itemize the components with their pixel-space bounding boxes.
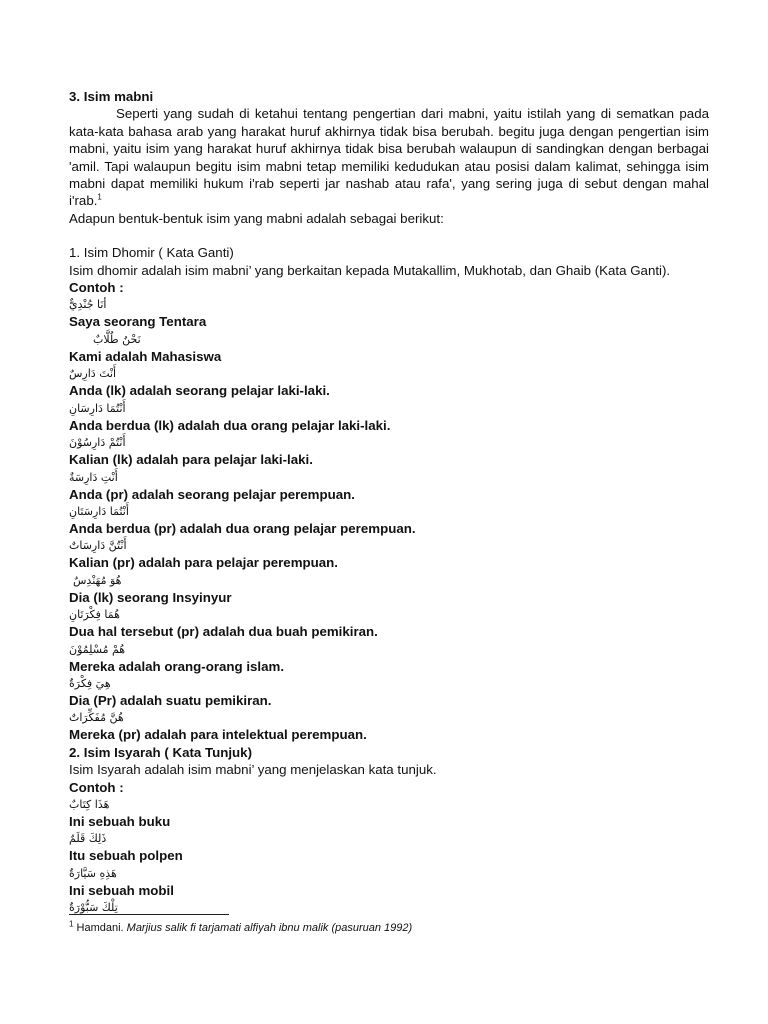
footnote-author: Hamdani.: [73, 922, 127, 934]
arabic-example: نَحْنُ طُلَّابٌ: [93, 332, 141, 346]
contoh-label: Contoh :: [69, 779, 124, 795]
example-translation: Anda berdua (pr) adalah dua orang pelajar perempuan.: [69, 520, 416, 536]
blank-line: [69, 227, 709, 244]
arabic-example: هُوَ مُهَنْدِسٌ: [73, 573, 122, 587]
arabic-example: أَنْتُمَا دَارِسَتَانِ: [69, 504, 129, 518]
example-translation: Ini sebuah buku: [69, 813, 171, 829]
example-translation: Kalian (lk) adalah para pelajar laki-laki.: [69, 452, 313, 468]
subsection-title: 1. Isim Dhomir ( Kata Ganti): [69, 245, 234, 261]
footnote-reference: 1: [97, 193, 102, 203]
subsection-description: Isim Isyarah adalah isim mabni’ yang menjelaskan kata tunjuk.: [69, 762, 437, 778]
example-translation: Kami adalah Mahasiswa: [69, 348, 222, 364]
example-translation: Anda (lk) adalah seorang pelajar laki-laki.: [69, 383, 330, 399]
paragraph-line: mabni dapat memiliki hukum i'rab seperti jar nashab atau rafa', yang sering juga di sebut dengan mahal: [69, 176, 709, 192]
example-translation: Mereka (pr) adalah para intelektual perempuan.: [69, 727, 367, 743]
section-isim-dhomir: [69, 244, 709, 744]
arabic-example: هَذَا كِتَابٌ: [69, 797, 110, 811]
example-translation: Ini sebuah mobil: [69, 882, 174, 898]
arabic-example: هَذِهِ سَيَّارَةٌ: [69, 866, 117, 880]
footnote-title: Marjius salik fi tarjamati alfiyah ibnu malik (pasuruan 1992): [126, 922, 413, 934]
paragraph-mabni: [69, 105, 709, 209]
section-heading: 3. Isim mabni: [69, 89, 154, 104]
footnote: [69, 921, 412, 935]
paragraph-line: mabni, yaitu isim yang harakat huruf akhirnya tidak bisa berubah walaupun di sandingkan dengan berbagai: [69, 141, 709, 157]
example-translation: Saya seorang Tentara: [69, 314, 207, 330]
section-isim-isyarah: [69, 744, 709, 916]
paragraph-line: 'amil. Tapi walaupun begitu isim mabni tetap memiliki kedudukan atau posisi dalam kalimat, sehingga isim: [69, 158, 709, 174]
example-translation: Mereka adalah orang-orang islam.: [69, 658, 285, 674]
subsection-description: Isim dhomir adalah isim mabni’ yang berkaitan kepada Mutakallim, Mukhotab, dan Ghaib (Kata Ganti).: [69, 262, 671, 278]
example-translation: Anda (pr) adalah seorang pelajar perempuan.: [69, 486, 355, 502]
paragraph-line: Seperti yang sudah di ketahui tentang pengertian dari mabni, yaitu istilah yang di sematkan pada: [116, 106, 709, 122]
arabic-example: أَنْتَ دَارِسٌ: [69, 367, 117, 381]
arabic-example: هُمْ مُسْلِمُوْنَ: [69, 642, 126, 656]
arabic-example: هُنَّ مُفَكِّرَاتٌ: [69, 711, 124, 725]
footnote-separator: [69, 914, 229, 915]
example-translation: Anda berdua (lk) adalah dua orang pelajar laki-laki.: [69, 417, 391, 433]
arabic-example: أَنْتُمْ دَارِسُوْنَ: [69, 436, 126, 450]
arabic-example: أَنْتُنَّ دَارِسَاتٌ: [69, 539, 127, 553]
subsection-title: 2. Isim Isyarah ( Kata Tunjuk): [69, 744, 253, 760]
arabic-example: أَنْتِ دَارِسَةٌ: [69, 470, 118, 484]
document-page: [69, 88, 709, 916]
paragraph-line-last: [69, 192, 709, 209]
arabic-example: ذَلِكَ قَلَمٌ: [69, 832, 107, 846]
paragraph-line-text: i'rab.: [69, 193, 98, 209]
footnote-number: 1: [69, 919, 74, 929]
arabic-example: هُمَا فِكْرَتَانِ: [69, 608, 120, 622]
example-translation: Dia (lk) seorang Insyinyur: [69, 589, 232, 605]
arabic-example: أنَا جُنْدِيٌّ: [69, 298, 107, 312]
arabic-example: أَنْتُمَا دَارِسَانِ: [69, 401, 126, 415]
arabic-example: هِيَ فِكْرَةٌ: [69, 676, 111, 690]
example-translation: Dia (Pr) adalah suatu pemikiran.: [69, 692, 272, 708]
arabic-example: تِلْكَ سَبُّوْرَةٌ: [69, 901, 118, 915]
contoh-label: Contoh :: [69, 280, 124, 296]
intro-sentence: Adapun bentuk-bentuk isim yang mabni adalah sebagai berikut:: [69, 210, 444, 226]
paragraph-line: kata-kata bahasa arab yang harakat huruf akhirnya tidak bisa berubah. begitu juga dengan pengertian isim: [69, 123, 709, 139]
example-translation: Kalian (pr) adalah para pelajar perempuan.: [69, 555, 338, 571]
example-translation: Dua hal tersebut (pr) adalah dua buah pemikiran.: [69, 624, 378, 640]
example-translation: Itu sebuah polpen: [69, 848, 183, 864]
